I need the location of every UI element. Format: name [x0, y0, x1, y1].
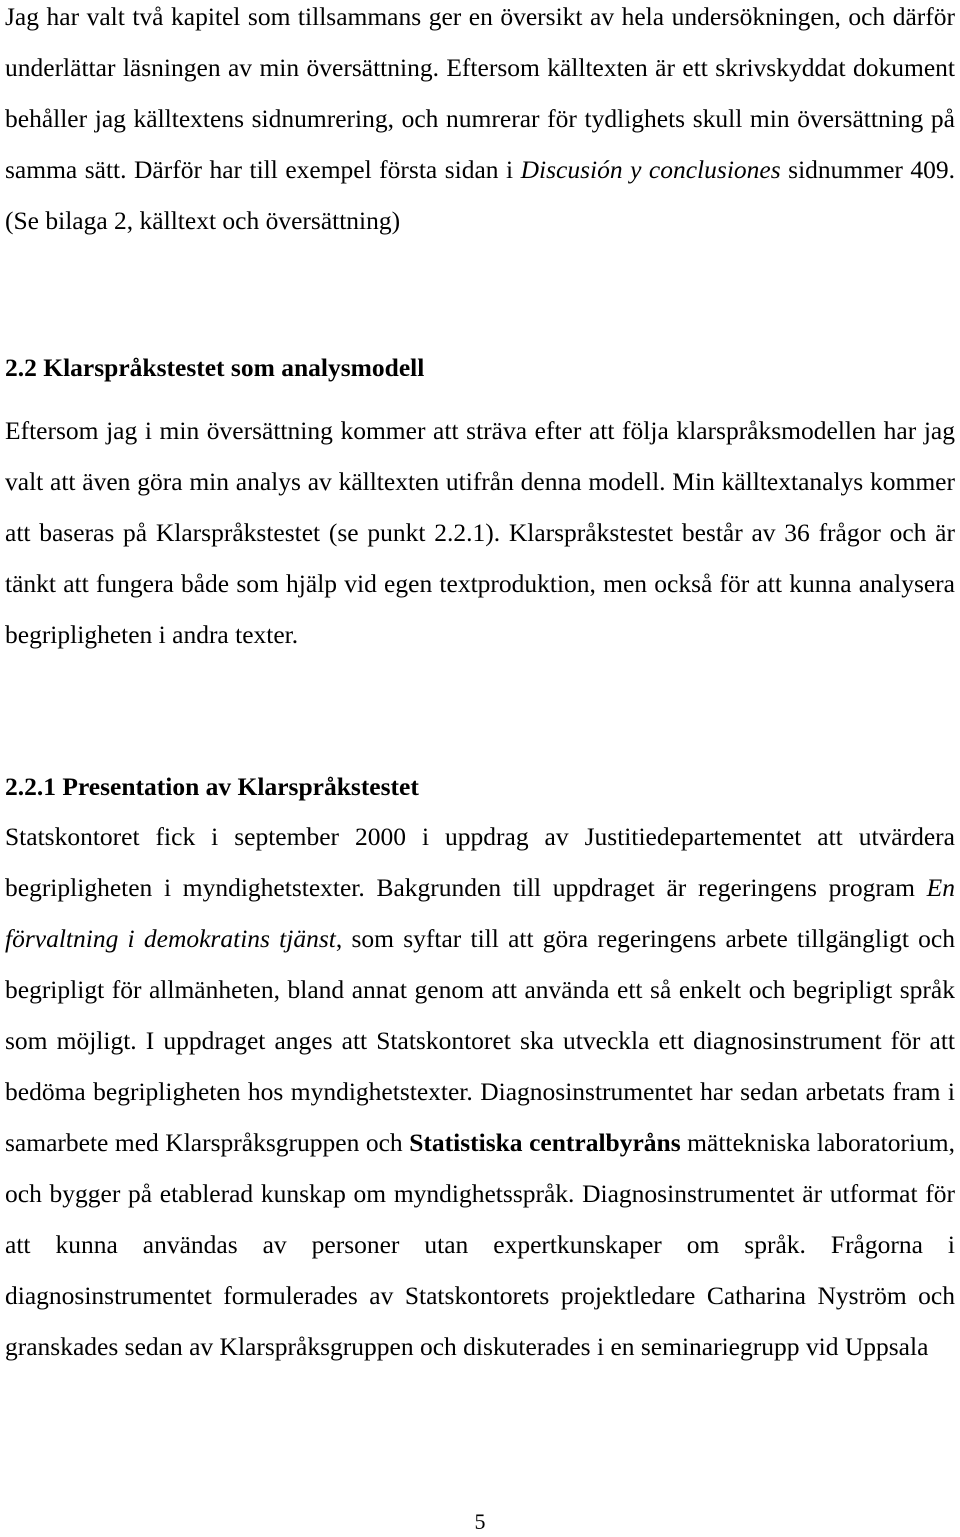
presentation-text-part-2: , som syftar till att göra regeringens arbete tillgängligt och begripligt för allmänheten, bland annat genom att använda ett så enkelt och begripligt språk som möjligt. I uppdraget anges att Statskontoret ska utveckla ett diagnosinstrument för att bedöma begripligheten hos myndighetstexter. Diagnosinstrumentet har sedan arbetats fram i samarbete med Klarspråksgruppen och: [5, 924, 955, 1157]
klarsprak-paragraph: Eftersom jag i min översättning kommer att sträva efter att följa klarspråksmodellen har jag valt att även göra min analys av källtexten utifrån denna modell. Min källtextanalys kommer att baseras på Klarspråkstestet (se punkt 2.2.1). Klarspråkstestet består av 36 frågor och är tänkt att fungera både som hjälp vid egen textproduktion, men också för att kunna analysera begripligheten i andra texter.: [5, 416, 955, 649]
presentation-text-part-1: Statskontoret fick i september 2000 i uppdrag av Justitiedepartementet att utvärdera begripligheten i myndighetstexter. Bakgrunden till uppdraget är regeringens program: [5, 822, 955, 902]
source-title: Discusión y conclusiones: [520, 155, 781, 184]
presentation-paragraph: [5, 811, 955, 1372]
program-title: En förvaltning i demokratins tjänst: [5, 873, 955, 953]
section-heading-2-2-1: 2.2.1 Presentation av Klarspråkstestet: [5, 772, 419, 801]
organization-name: Statistiska centralbyråns: [409, 1128, 681, 1157]
section-heading-2-2: 2.2 Klarspråkstestet som analysmodell: [5, 353, 425, 382]
intro-text-part-2: sidnummer 409. (Se bilaga 2, källtext och översättning): [5, 155, 955, 235]
intro-paragraph: [5, 0, 955, 246]
intro-text-part-1: Jag har valt två kapitel som tillsammans ger en översikt av hela undersökningen, och därför underlättar läsningen av min översättning. Eftersom källtexten är ett skrivskyddat dokument behåller jag källtextens sidnumrering, och numrerar för tydlighets skull min översättning på samma sätt. Därför har till exempel första sidan i: [5, 2, 955, 184]
page-number: 5: [474, 1509, 486, 1534]
presentation-text-part-3: mättekniska laboratorium, och bygger på etablerad kunskap om myndighetsspråk. Diagnosinstrumentet är utformat för att kunna användas av personer utan expertkunskaper om språk. Frågorna i diagnosinstrumentet formulerades av Statskontorets projektledare Catharina Nyström och granskades sedan av Klarspråksgruppen och diskuterades i en seminariegrupp vid Uppsala: [5, 1128, 955, 1361]
